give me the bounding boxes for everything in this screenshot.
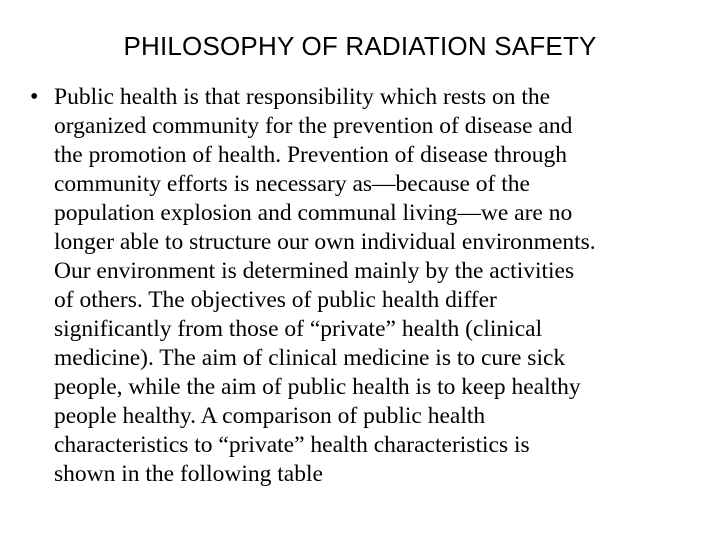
bullet-text-line: community efforts is necessary as—because of the <box>54 171 530 197</box>
bullet-text-line: Our environment is determined mainly by the activities <box>54 258 575 284</box>
bullet-marker: • <box>30 84 39 110</box>
bullet-text-line: organized community for the prevention of disease and <box>54 113 573 139</box>
bullet-text-line: of others. The objectives of public health differ <box>54 287 497 313</box>
bullet-text-line: medicine). The aim of clinical medicine is to cure sick <box>54 345 566 371</box>
bullet-text-line: the promotion of health. Prevention of disease through <box>54 142 567 168</box>
bullet-text-line: population explosion and communal living—we are no <box>54 200 573 226</box>
bullet-text-line: shown in the following table <box>54 461 323 487</box>
slide-title: PHILOSOPHY OF RADIATION SAFETY <box>123 31 597 61</box>
bullet-text-line: people healthy. A comparison of public health <box>54 403 486 429</box>
bullet-text-line: Public health is that responsibility which rests on the <box>54 84 551 110</box>
bullet-text-line: significantly from those of “private” health (clinical <box>54 316 543 342</box>
bullet-text-line: characteristics to “private” health characteristics is <box>54 432 530 458</box>
bullet-text-line: people, while the aim of public health is to keep healthy <box>54 374 581 400</box>
bullet-text-line: longer able to structure our own individual environments. <box>54 229 596 255</box>
